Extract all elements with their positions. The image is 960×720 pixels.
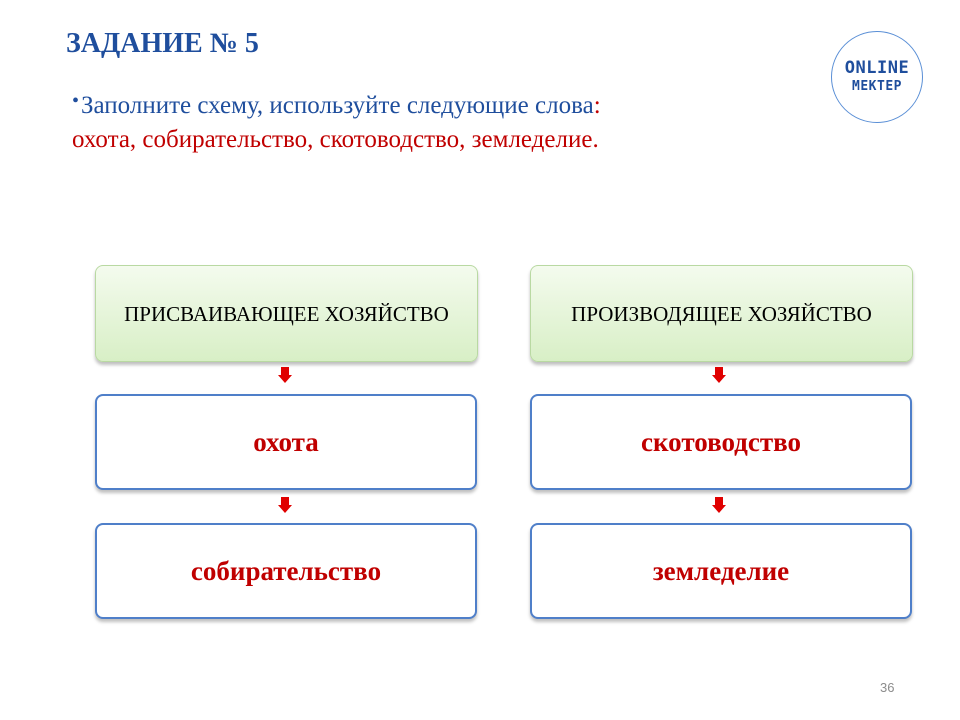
- instruction-text: [72, 84, 792, 157]
- arrow-down-icon: [712, 497, 726, 513]
- answer-box-right-2: земледелие: [530, 523, 912, 619]
- logo-line2: MEKTEP: [852, 79, 902, 94]
- header-producing-economy: ПРОИЗВОДЯЩЕЕ ХОЗЯЙСТВО: [530, 265, 913, 362]
- slide-title: ЗАДАНИЕ № 5: [66, 28, 259, 59]
- logo-line1: ONLINE: [844, 58, 910, 78]
- online-mektep-logo: [831, 31, 923, 123]
- arrow-down-icon: [278, 367, 292, 383]
- header-appropriating-economy: ПРИСВАИВАЮЩЕЕ ХОЗЯЙСТВО: [95, 265, 478, 362]
- arrow-down-icon: [712, 367, 726, 383]
- instruction-part1: Заполните схему, используйте следующие слова: [81, 92, 594, 119]
- page-number: 36: [880, 680, 895, 695]
- arrow-down-icon: [278, 497, 292, 513]
- bullet-icon: •: [72, 90, 80, 112]
- instruction-colon: :: [593, 92, 601, 119]
- answer-box-right-1: скотоводство: [530, 394, 912, 490]
- answer-box-left-1: охота: [95, 394, 477, 490]
- instruction-word-list: охота, собирательство, скотоводство, земледелие.: [72, 126, 599, 153]
- answer-box-left-2: собирательство: [95, 523, 477, 619]
